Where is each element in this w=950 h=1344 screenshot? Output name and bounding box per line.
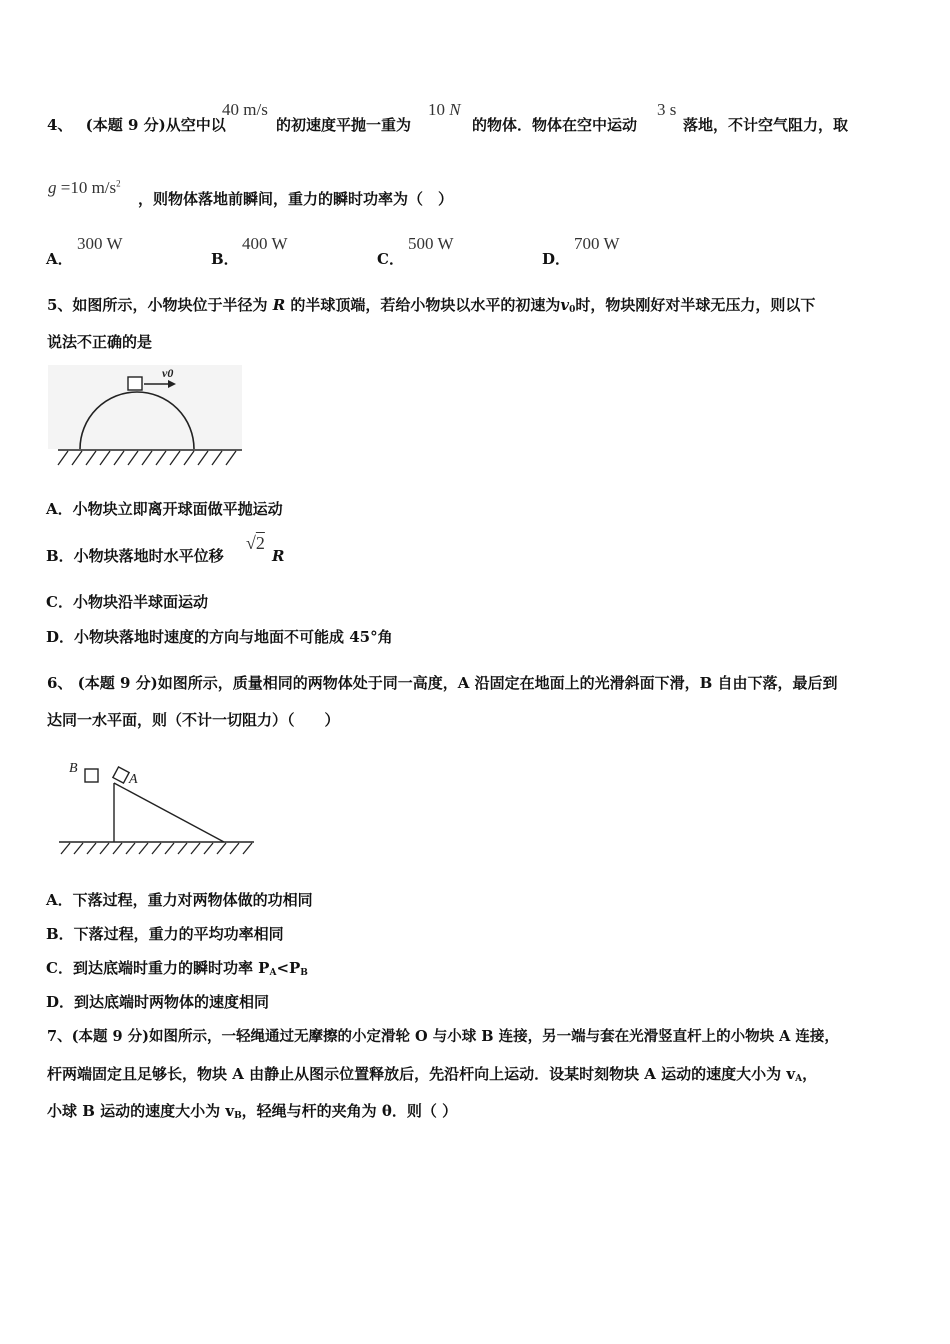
q4-text-3: 的物体．物体在空中运动 <box>472 116 638 134</box>
q6-option-a: A．下落过程，重力对两物体做的功相同 <box>46 891 313 909</box>
q4-number: 4、 <box>47 116 73 134</box>
q5-option-b-radius: R <box>272 547 285 565</box>
q6-line1: 6、 (本题 9 分)如图所示，质量相同的两物体处于同一高度，A 沿固定在地面上的光滑斜面下滑，B 自由下落，最后到 <box>47 674 838 692</box>
q5-option-d: D．小物块落地时速度的方向与地面不可能成 45°角 <box>46 628 393 646</box>
q5-ground-hatching <box>58 451 236 465</box>
q5-line1: 5、如图所示，小物块位于半径为 R 的半球顶端，若给小物块以水平的初速为$v_0$时，物块刚好对半球无压力，则以下 <box>47 296 816 315</box>
q6-line2: 达同一水平面，则（不计一切阻力）（ ） <box>47 711 340 729</box>
q4-text-5: ，则物体落地前瞬间，重力的瞬时功率为（ ） <box>138 190 454 208</box>
q6-block-a <box>113 767 129 783</box>
q5-radius-symbol: R <box>272 296 286 314</box>
q4-option-a-value: 300 W <box>77 234 123 253</box>
q4-initial-velocity: 40 m/s <box>222 100 268 119</box>
q6-option-c: C．到达底端时重力的瞬时功率 $P_A<P_B$ <box>46 959 308 978</box>
q5-option-b-sqrt: √2 <box>246 533 265 553</box>
q6-incline-figure <box>56 756 260 860</box>
q5-line2: 说法不正确的是 <box>47 333 153 351</box>
q5-sqrt-sign: √ <box>246 533 256 553</box>
q4-option-c-label: C． <box>377 250 404 268</box>
q4-text-2: 的初速度平抛一重为 <box>276 116 412 134</box>
q5-figure-shading <box>48 365 242 449</box>
q4-option-d-label: D． <box>542 250 571 268</box>
q4-weight: 10 N <box>428 100 461 119</box>
q6-option-b: B．下落过程，重力的平均功率相同 <box>46 925 284 943</box>
q5-option-b: B．小物块落地时水平位移 <box>46 547 224 565</box>
q5-option-a: A．小物块立即离开球面做平抛运动 <box>46 500 283 518</box>
q4-option-b-label: B． <box>211 250 239 268</box>
q6-figure-label-b: B <box>69 761 78 776</box>
q4-line1 <box>47 115 226 135</box>
q4-time: 3 s <box>657 100 677 119</box>
q7-line2: 杆两端固定且足够长，物块 A 由静止从图示位置释放后，先沿杆向上运动．设某时刻物块 A 运动的速度大小为 $v_A$， <box>47 1065 818 1084</box>
q4-option-c-value: 500 W <box>408 234 454 253</box>
q5-figure-v0-label: v0 <box>162 366 174 380</box>
q5-small-block <box>128 377 142 390</box>
q7-line3: 小球 B 运动的速度大小为 $v_B$，轻绳与杆的夹角为 θ．则（ ） <box>47 1102 458 1121</box>
q6-block-b <box>85 769 98 782</box>
q4-text-4: 落地，不计空气阻力，取 <box>683 116 849 134</box>
q6-option-d: D．到达底端时两物体的速度相同 <box>46 993 270 1011</box>
q4-text-1: (本题 9 分)从空中以 <box>85 116 226 134</box>
q4-option-d-value: 700 W <box>574 234 620 253</box>
q5-option-c: C．小物块沿半球面运动 <box>46 593 208 611</box>
q6-ground-hatching <box>61 843 252 854</box>
q4-gravity: g =10 $m/s^2$ <box>48 178 121 197</box>
q5-velocity-symbol: v <box>560 296 570 314</box>
q4-option-b-value: 400 W <box>242 234 288 253</box>
q4-option-a-label: A． <box>46 250 73 268</box>
q6-figure-label-a: A <box>129 772 138 787</box>
q7-line1: 7、(本题 9 分)如图所示，一轻绳通过无摩擦的小定滑轮 O 与小球 B 连接，另一端与套在光滑竖直杆上的小物块 A 连接， <box>47 1028 839 1045</box>
q5-hemisphere-figure <box>48 365 246 470</box>
q6-incline-slope <box>114 783 224 842</box>
